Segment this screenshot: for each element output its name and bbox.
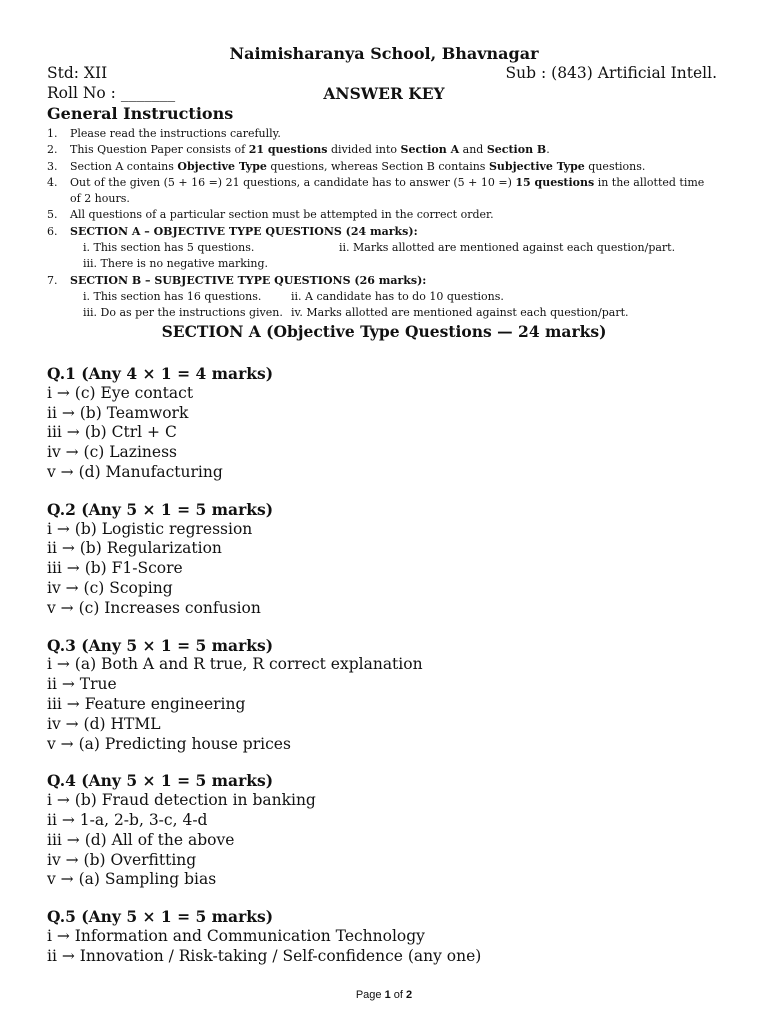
instruction-number: 6.	[47, 224, 58, 238]
instruction-text: Out of the given (5 + 16 =) 21 questions, a candidate has to answer (5 + 10 =)	[70, 175, 516, 189]
question-block-5	[47, 907, 727, 966]
instruction-text: and	[459, 143, 487, 157]
instruction-number: 7.	[47, 273, 58, 287]
answer-line: iii → (b) F1-Score	[47, 559, 183, 578]
answer-line: i → (b) Fraud detection in banking	[47, 791, 316, 810]
question-title: Q.3 (Any 5 × 1 = 5 marks)	[47, 635, 274, 655]
page-label: Page	[355, 989, 385, 1001]
question-block-2	[47, 500, 727, 619]
answer-line: v → (c) Increases confusion	[47, 598, 261, 617]
section-b-sub-row-2	[70, 305, 717, 321]
answer-line: i → (a) Both A and R true, R correct explanation	[47, 655, 423, 674]
section-b-sub-iii: iii. Do as per the instructions given.	[83, 306, 283, 320]
section-a-sub-ii: ii. Marks allotted are mentioned against each question/part.	[339, 241, 676, 255]
instruction-text: questions.	[584, 159, 646, 173]
std-subject-row	[47, 64, 717, 82]
question-title: Q.1 (Any 4 × 1 = 4 marks)	[47, 364, 274, 383]
answers-section	[47, 364, 727, 984]
answer-line: iii → (b) Ctrl + C	[47, 423, 177, 442]
instruction-item-1	[47, 126, 717, 142]
section-b-sub-row-1	[70, 289, 717, 305]
question-title: Q.4 (Any 5 × 1 = 5 marks)	[47, 771, 274, 791]
answer-key-title: ANSWER KEY	[323, 84, 445, 103]
page-number: 1	[384, 989, 391, 1001]
instruction-text: This Question Paper consists of	[70, 143, 249, 157]
answer-line: ii → (b) Regularization	[47, 539, 222, 558]
answer-line: iii → (d) All of the above	[47, 830, 235, 849]
instruction-emphasis: Subjective Type	[488, 159, 585, 173]
answer-line: v → (a) Predicting house prices	[47, 734, 291, 753]
section-a-instruction-title: SECTION A – OBJECTIVE TYPE QUESTIONS (24 marks):	[70, 224, 418, 238]
instruction-number: 4.	[47, 175, 58, 189]
school-name: Naimisharanya School, Bhavnagar	[229, 44, 539, 63]
instruction-emphasis: Objective Type	[177, 159, 267, 173]
answer-line: i → Information and Communication Technology	[47, 926, 425, 945]
instruction-item-4	[47, 175, 717, 208]
answer-line: i → (c) Eye contact	[47, 383, 194, 402]
section-a-sub-i: i. This section has 5 questions.	[83, 241, 255, 255]
instruction-item-3	[47, 159, 717, 175]
answer-line: iv → (c) Scoping	[47, 578, 173, 597]
answer-line: ii → 1-a, 2-b, 3-c, 4-d	[47, 810, 208, 829]
section-b-sub-iv: iv. Marks allotted are mentioned against each question/part.	[291, 306, 629, 320]
answer-line: i → (b) Logistic regression	[47, 519, 253, 538]
general-instructions-heading: General Instructions	[47, 104, 234, 123]
instruction-text: Please read the instructions carefully.	[70, 127, 281, 140]
instruction-text: questions, whereas Section B contains	[266, 159, 489, 173]
answer-line: v → (d) Manufacturing	[47, 462, 223, 481]
instruction-item-7	[47, 273, 717, 322]
instruction-item-6	[47, 224, 717, 273]
instruction-number: 5.	[47, 208, 58, 222]
section-b-instruction-title: SECTION B – SUBJECTIVE TYPE QUESTIONS (26 marks):	[70, 273, 427, 287]
section-a-sub-row-2	[70, 256, 717, 272]
question-block-1	[47, 364, 727, 483]
page-total: 2	[406, 989, 413, 1001]
instruction-emphasis: Section B	[486, 143, 547, 157]
section-a-heading: SECTION A (Objective Type Questions — 24 marks)	[161, 322, 607, 341]
section-b-sub-i: i. This section has 16 questions.	[83, 289, 262, 303]
instructions-list	[47, 126, 717, 322]
page-of-label: of	[390, 989, 407, 1001]
answer-line: iv → (d) HTML	[47, 714, 161, 733]
answer-line: iv → (b) Overfitting	[47, 850, 197, 869]
answer-line: iv → (c) Laziness	[47, 443, 177, 462]
instruction-number: 2.	[47, 143, 58, 157]
question-title: Q.5 (Any 5 × 1 = 5 marks)	[47, 907, 274, 927]
std-label: Std: XII	[47, 64, 108, 82]
instruction-text: divided into	[327, 143, 401, 157]
question-block-4	[47, 771, 727, 890]
instruction-item-5	[47, 207, 717, 223]
instruction-text: in the allotted time of 2 hours.	[70, 175, 705, 206]
section-b-sub-ii: ii. A candidate has to do 10 questions.	[291, 289, 504, 303]
answer-line: ii → (b) Teamwork	[47, 403, 189, 422]
instruction-text: .	[546, 143, 550, 157]
instruction-emphasis: 15 questions	[515, 175, 595, 189]
instruction-number: 3.	[47, 159, 58, 173]
section-a-sub-iii: iii. There is no negative marking.	[83, 257, 269, 271]
roll-no-label: Roll No : _______	[47, 84, 176, 102]
subject-label: Sub : (843) Artificial Intell.	[505, 64, 717, 82]
instruction-number: 1.	[47, 127, 58, 140]
question-block-3	[47, 636, 727, 755]
instruction-text: All questions of a particular section must be attempted in the correct order.	[70, 208, 494, 222]
answer-line: v → (a) Sampling bias	[47, 870, 217, 889]
instruction-emphasis: Section A	[400, 143, 460, 157]
instruction-item-2	[47, 142, 717, 158]
instruction-emphasis: 21 questions	[248, 143, 328, 157]
instruction-text: Section A contains	[70, 159, 178, 173]
answer-line: iii → Feature engineering	[47, 694, 246, 713]
answer-line: ii → True	[47, 675, 117, 694]
answer-line: ii → Innovation / Risk-taking / Self-confidence (any one)	[47, 946, 482, 965]
page-footer	[0, 989, 768, 1001]
question-title: Q.2 (Any 5 × 1 = 5 marks)	[47, 499, 274, 519]
section-a-sub-row-1	[70, 240, 717, 256]
